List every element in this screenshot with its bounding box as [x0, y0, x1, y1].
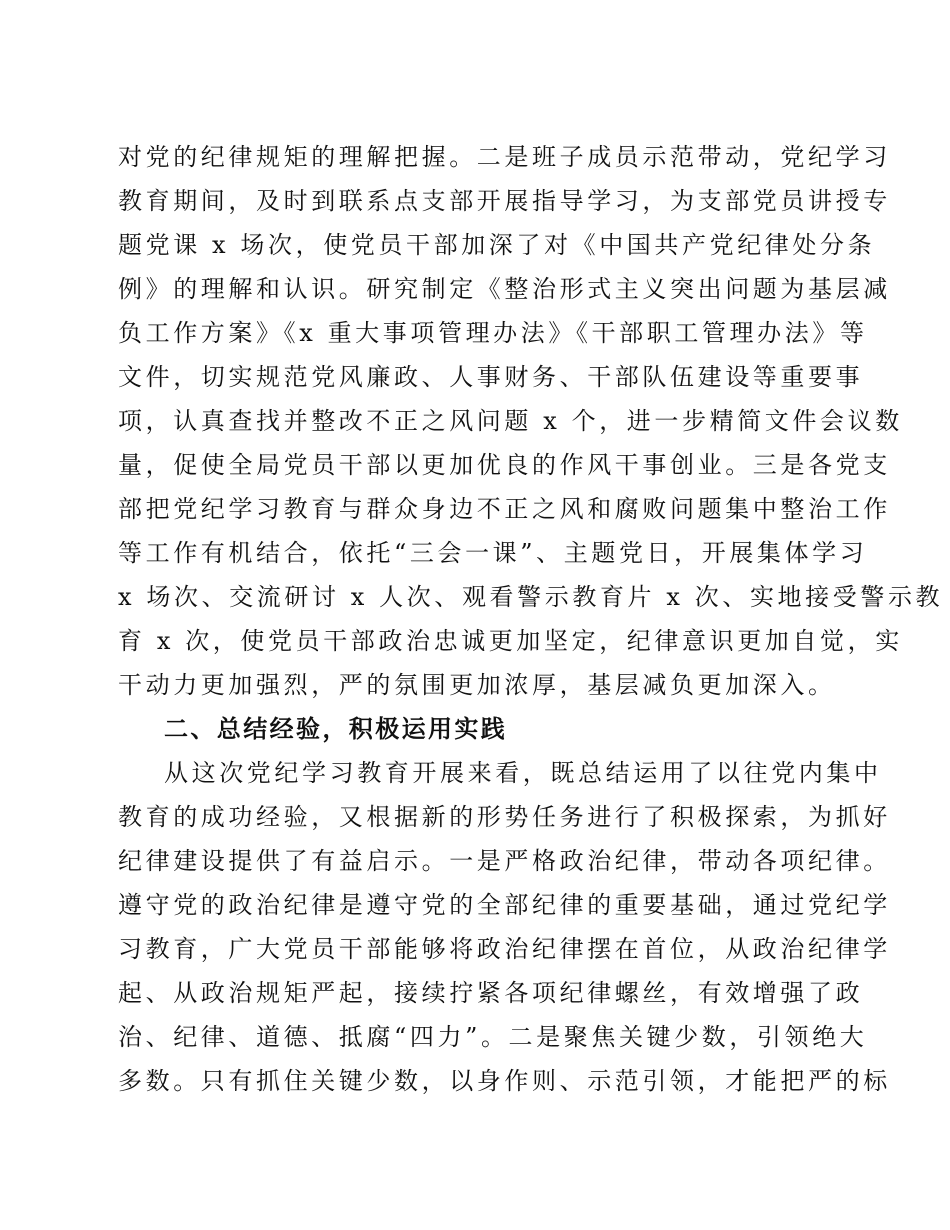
- body-text-line: 教育的成功经验，又根据新的形势任务进行了积极探索，为抓好: [118, 803, 891, 831]
- body-text-line: 习教育，广大党员干部能够将政治纪律摆在首位，从政治纪律学: [118, 935, 891, 963]
- body-text-line: 从这次党纪学习教育开展来看，既总结运用了以往党内集中: [164, 759, 882, 787]
- section-heading: 二、总结经验，积极运用实践: [164, 715, 508, 743]
- body-text-line: 治、纪律、道德、抵腐“四力”。二是聚焦关键少数，引领绝大: [118, 1023, 868, 1051]
- body-text-line: x 场次、交流研讨 x 人次、观看警示教育片 x 次、实地接受警示教: [118, 583, 944, 611]
- body-text-line: 育 x 次，使党员干部政治忠诚更加坚定，纪律意识更加自觉，实: [118, 627, 903, 655]
- body-text-line: 例》的理解和认识。研究制定《整治形式主义突出问题为基层减: [118, 275, 891, 303]
- body-text-line: 干动力更加强烈，严的氛围更加浓厚，基层减负更加深入。: [118, 671, 836, 699]
- body-text-line: 项，认真查找并整改不正之风问题 x 个，进一步精简文件会议数: [118, 407, 903, 435]
- body-text-line: 教育期间，及时到联系点支部开展指导学习，为支部党员讲授专: [118, 187, 891, 215]
- body-text-line: 纪律建设提供了有益启示。一是严格政治纪律，带动各项纪律。: [118, 847, 891, 875]
- body-text-line: 部把党纪学习教育与群众身边不正之风和腐败问题集中整治工作: [118, 495, 891, 523]
- body-text-line: 遵守党的政治纪律是遵守党的全部纪律的重要基础，通过党纪学: [118, 891, 891, 919]
- body-text-line: 对党的纪律规矩的理解把握。二是班子成员示范带动，党纪学习: [118, 143, 891, 171]
- body-text-line: 量，促使全局党员干部以更加优良的作风干事创业。三是各党支: [118, 451, 891, 479]
- body-text-line: 文件，切实规范党风廉政、人事财务、干部队伍建设等重要事: [118, 363, 864, 391]
- body-text-line: 等工作有机结合，依托“三会一课”、主题党日，开展集体学习: [118, 539, 868, 567]
- body-text-line: 负工作方案》《x 重大事项管理办法》《干部职工管理办法》等: [118, 319, 868, 347]
- body-text-line: 起、从政治规矩严起，接续拧紧各项纪律螺丝，有效增强了政: [118, 979, 864, 1007]
- body-text-line: 题党课 x 场次，使党员干部加深了对《中国共产党纪律处分条: [118, 231, 876, 259]
- body-text-line: 多数。只有抓住关键少数，以身作则、示范引领，才能把严的标: [118, 1067, 891, 1095]
